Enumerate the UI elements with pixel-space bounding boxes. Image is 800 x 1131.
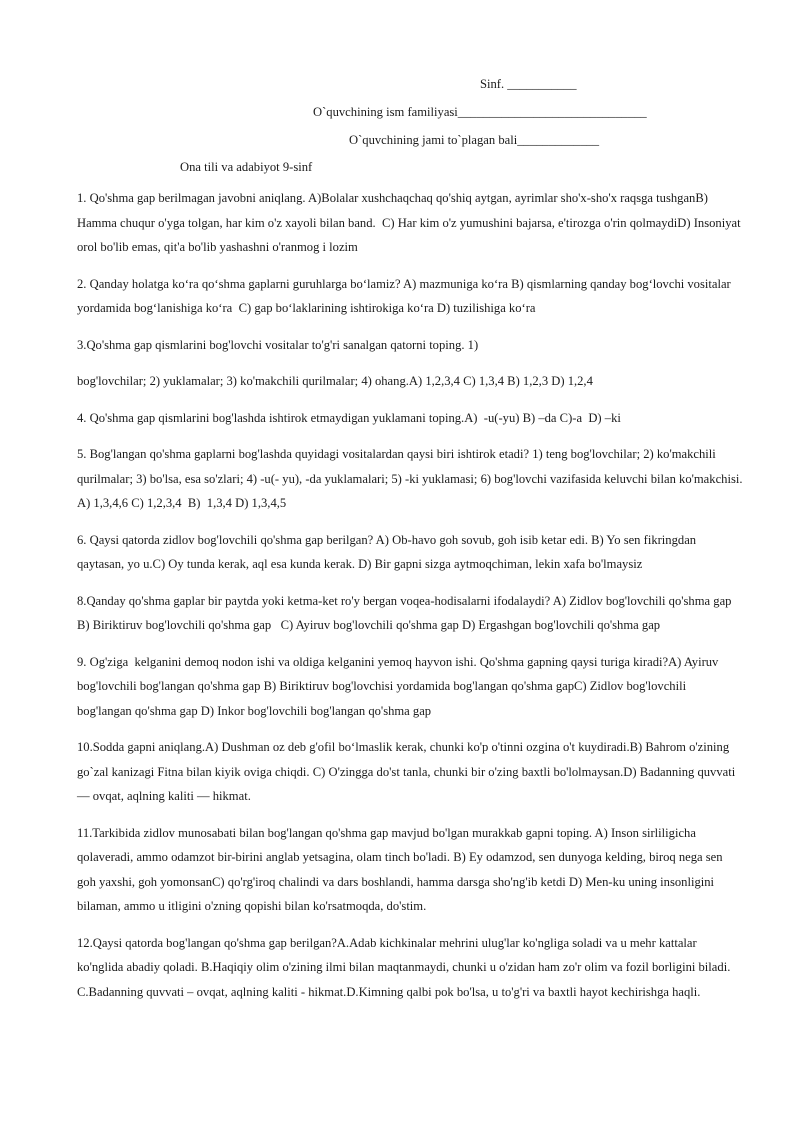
question-8: 8.Qanday qo'shma gaplar bir paytda yoki ketma-ket ro'y bergan voqea-hodisalarni ifodalaydi? A) Zidlov bog'lovchili qo'shma gap B) Biriktiruv bog'lovchili qo'shma gap C) Ayiruv bog'lovchili qo'shma gap D) Ergashgan bog'lovchili qo'shma gap bbox=[77, 593, 735, 632]
question-3-continued: bog'lovchilar; 2) yuklamalar; 3) ko'makchili qurilmalar; 4) ohang.A) 1,2,3,4 C) 1,3,4 B) 1,2,3 D) 1,2,4 bbox=[77, 374, 593, 388]
question-4: 4. Qo'shma gap qismlarini bog'lashda ishtirok etmaydigan yuklamani toping.A) -u(-yu) B) –da C)-a D) –ki bbox=[77, 410, 621, 425]
question-2: 2. Qanday holatga ko‘ra qo‘shma gaplarni guruhlarga bo‘lamiz? A) mazmuniga ko‘ra B) qismlarning qanday bog‘lovchi vositalar yordamida bog‘lanishiga ko‘ra C) gap bo‘laklarining ishtirokiga ko‘ra D) tuzilishiga ko‘ra bbox=[77, 276, 734, 315]
question-10: 10.Sodda gapni aniqlang.A) Dushman oz deb g'ofil bo‘lmaslik kerak, chunki ko'p o'tinni ozgina o't kuydiradi.B) Bahrom o'zining go`zal kanizagi Fitna bilan kiyik oviga chiqdi. C) O'zingga do'st tanla, chunki bir o'zing baxtli bo'lolmaysan.D) Badanning quvvati — ovqat, aqlning kaliti — hikmat. bbox=[77, 740, 739, 803]
subject-title: Ona tili va adabiyot 9-sinf bbox=[180, 160, 313, 174]
question-12: 12.Qaysi qatorda bog'langan qo'shma gap berilgan?A.Adab kichkinalar mehrini ulug'lar ko'ngliga soladi va u mehr kattalar ko'nglida abadiy qoladi. B.Haqiqiy olim o'zining ilmi bilan maqtanmaydi, chunki u o'zidan ham zo'r olim va fozil borligini biladi. C.Badanning quvvati – ovqat, aqlning kaliti - hikmat.D.Kimning qalbi pok bo'lsa, u to'g'ri va baxtli hayot kechirishga haqli. bbox=[77, 935, 734, 999]
student-name-field-label: O`quvchining ism familiyasi______________________________ bbox=[313, 105, 647, 119]
question-11: 11.Tarkibida zidlov munosabati bilan bog'langan qo'shma gap mavjud bo'lgan murakkab gapni toping. A) Inson sirliligicha qolaveradi, ammo odamzot bir-birini anglab yetsagina, olam tinch bo'ladi. B) Ey odamzod, sen dunyoga kelding, biroq nega sen goh yaxshi, goh yomonsanC) qo'rg'iroq chalindi va dars boshlandi, hamma darsga sho'ng'ib ketdi D) Men-ku uning insonligini bilaman, ammo u itligini o'zning qopishi bilan ko'rsatmoqda, do'stim. bbox=[77, 825, 726, 913]
total-score-field-label: O`quvchining jami to`plagan bali_____________ bbox=[349, 133, 600, 147]
question-5: 5. Bog'langan qo'shma gaplarni bog'lashda quyidagi vositalardan qaysi biri ishtirok etadi? 1) teng bog'lovchilar; 2) ko'makchili qurilmalar; 3) bo'lsa, esa so'zlari; 4) -u(- yu), -da yuklamalari; 5) -ki yuklamasi; 6) bog'lovchi vazifasida keluvchi bilan ko'makchisi. A) 1,3,4,6 C) 1,2,3,4 B) 1,3,4 D) 1,3,4,5 bbox=[77, 447, 745, 510]
question-3: 3.Qo'shma gap qismlarini bog'lovchi vositalar to'g'ri sanalgan qatorni toping. 1) bbox=[77, 337, 479, 352]
question-list bbox=[77, 186, 743, 1016]
question-1: 1. Qo'shma gap berilmagan javobni aniqlang. A)Bolalar xushchaqchaq qo'shiq aytgan, ayrimlar sho'x-sho'x raqsga tushganB) Hamma chuqur o'yga tolgan, har kim o'z xayoli bilan band. C) Har kim o'z yumushini bajarsa, e'tirozga o'rin qolmaydiD) Insoniyat orol bo'lib emas, qit'a bo'lib yashashni o'ranmog i lozim bbox=[77, 191, 744, 254]
question-6: 6. Qaysi qatorda zidlov bog'lovchili qo'shma gap berilgan? A) Ob-havo goh sovub, goh isib ketar edi. B) Yo sen fikringdan qaytasan, yo u.C) Oy tunda kerak, aql esa kunda kerak. D) Bir gapni sizga aytmoqchiman, lekin xafa bo'lmaysiz bbox=[77, 532, 700, 571]
class-field-label: Sinf. ___________ bbox=[480, 77, 577, 91]
question-9: 9. Og'ziga kelganini demoq nodon ishi va oldiga kelganini yemoq hayvon ishi. Qo'shma gapning qaysi turiga kiradi?A) Ayiruv bog'lovchili bog'langan qo'shma gap B) Biriktiruv bog'lovchisi yordamida bog'langan qo'shma gapC) Zidlov bog'lovchili bog'langan qo'shma gap D) Inkor bog'lovchili bog'langan qo'shma gap bbox=[77, 654, 722, 718]
